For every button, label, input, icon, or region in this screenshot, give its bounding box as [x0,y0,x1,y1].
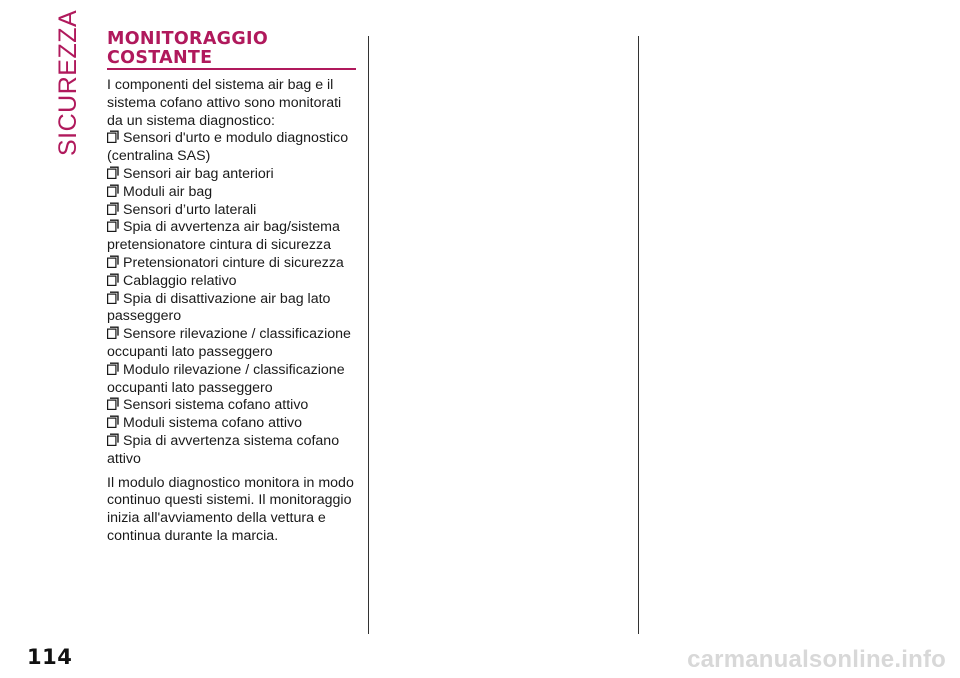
square-bullet-icon [107,326,119,339]
list-item [107,291,359,327]
list-item [107,219,359,255]
section-label [54,9,84,158]
watermark: carmanualsonline.info [687,646,946,673]
list-item-text: Pretensionatori cinture di sicurezza [123,254,344,271]
page-title: MONITORAGGIO COSTANTE [107,29,268,68]
intro-paragraph: I componenti del sistema air bag e il sistema cofano attivo sono monitorati da un sistema diagnostico: [107,77,342,129]
column-divider-right [638,36,639,634]
square-bullet-icon [107,184,119,197]
list-item-text: Moduli sistema cofano attivo [123,415,303,432]
list-item [107,273,359,291]
list-item-text: Sensori air bag anteriori [123,165,274,182]
list-item-text: Moduli air bag [123,183,213,200]
closing-paragraph: Il modulo diagnostico monitora in modo continuo questi sistemi. Il monitoraggio inizia all'avviamento della vettura e continua durante la marcia. [107,474,354,544]
square-bullet-icon [107,219,119,232]
list-item-text: Spia di disattivazione air bag lato passeggero [107,290,331,325]
list-item [107,202,359,220]
square-bullet-icon [107,397,119,410]
list-item-text: Sensori sistema cofano attivo [123,397,309,414]
column-divider-left [368,36,369,634]
square-bullet-icon [107,433,119,446]
list-item-text: Spia di avvertenza air bag/sistema pretensionatore cintura di sicurezza [107,219,340,254]
square-bullet-icon [107,130,119,143]
main-content [107,77,359,546]
list-item-text: Cablaggio relativo [123,272,237,289]
square-bullet-icon [107,255,119,268]
square-bullet-icon [107,291,119,304]
square-bullet-icon [107,166,119,179]
square-bullet-icon [107,415,119,428]
list-item [107,130,359,166]
list-item-text: Sensori d'urto e modulo diagnostico (centralina SAS) [107,130,349,165]
list-item-text: Sensore rilevazione / classificazione occupanti lato passeggero [107,326,351,360]
list-item [107,433,359,469]
list-item [107,362,359,398]
square-bullet-icon [107,362,119,375]
list-item-text: Sensori d’urto laterali [123,201,257,218]
list-item-text: Modulo rilevazione / classificazione occupanti lato passeggero [107,361,345,396]
list-item [107,397,359,415]
section-label-text: SICUREZZA [54,9,82,156]
list-item [107,326,359,362]
page-number: 114 [27,645,73,669]
list-item [107,255,359,273]
list-item [107,166,359,184]
list-item [107,184,359,202]
list-item-text: Spia di avvertenza sistema cofano attivo [107,432,340,467]
title-underline [107,68,356,70]
component-list [107,130,359,468]
list-item [107,415,359,433]
square-bullet-icon [107,202,119,215]
square-bullet-icon [107,273,119,286]
